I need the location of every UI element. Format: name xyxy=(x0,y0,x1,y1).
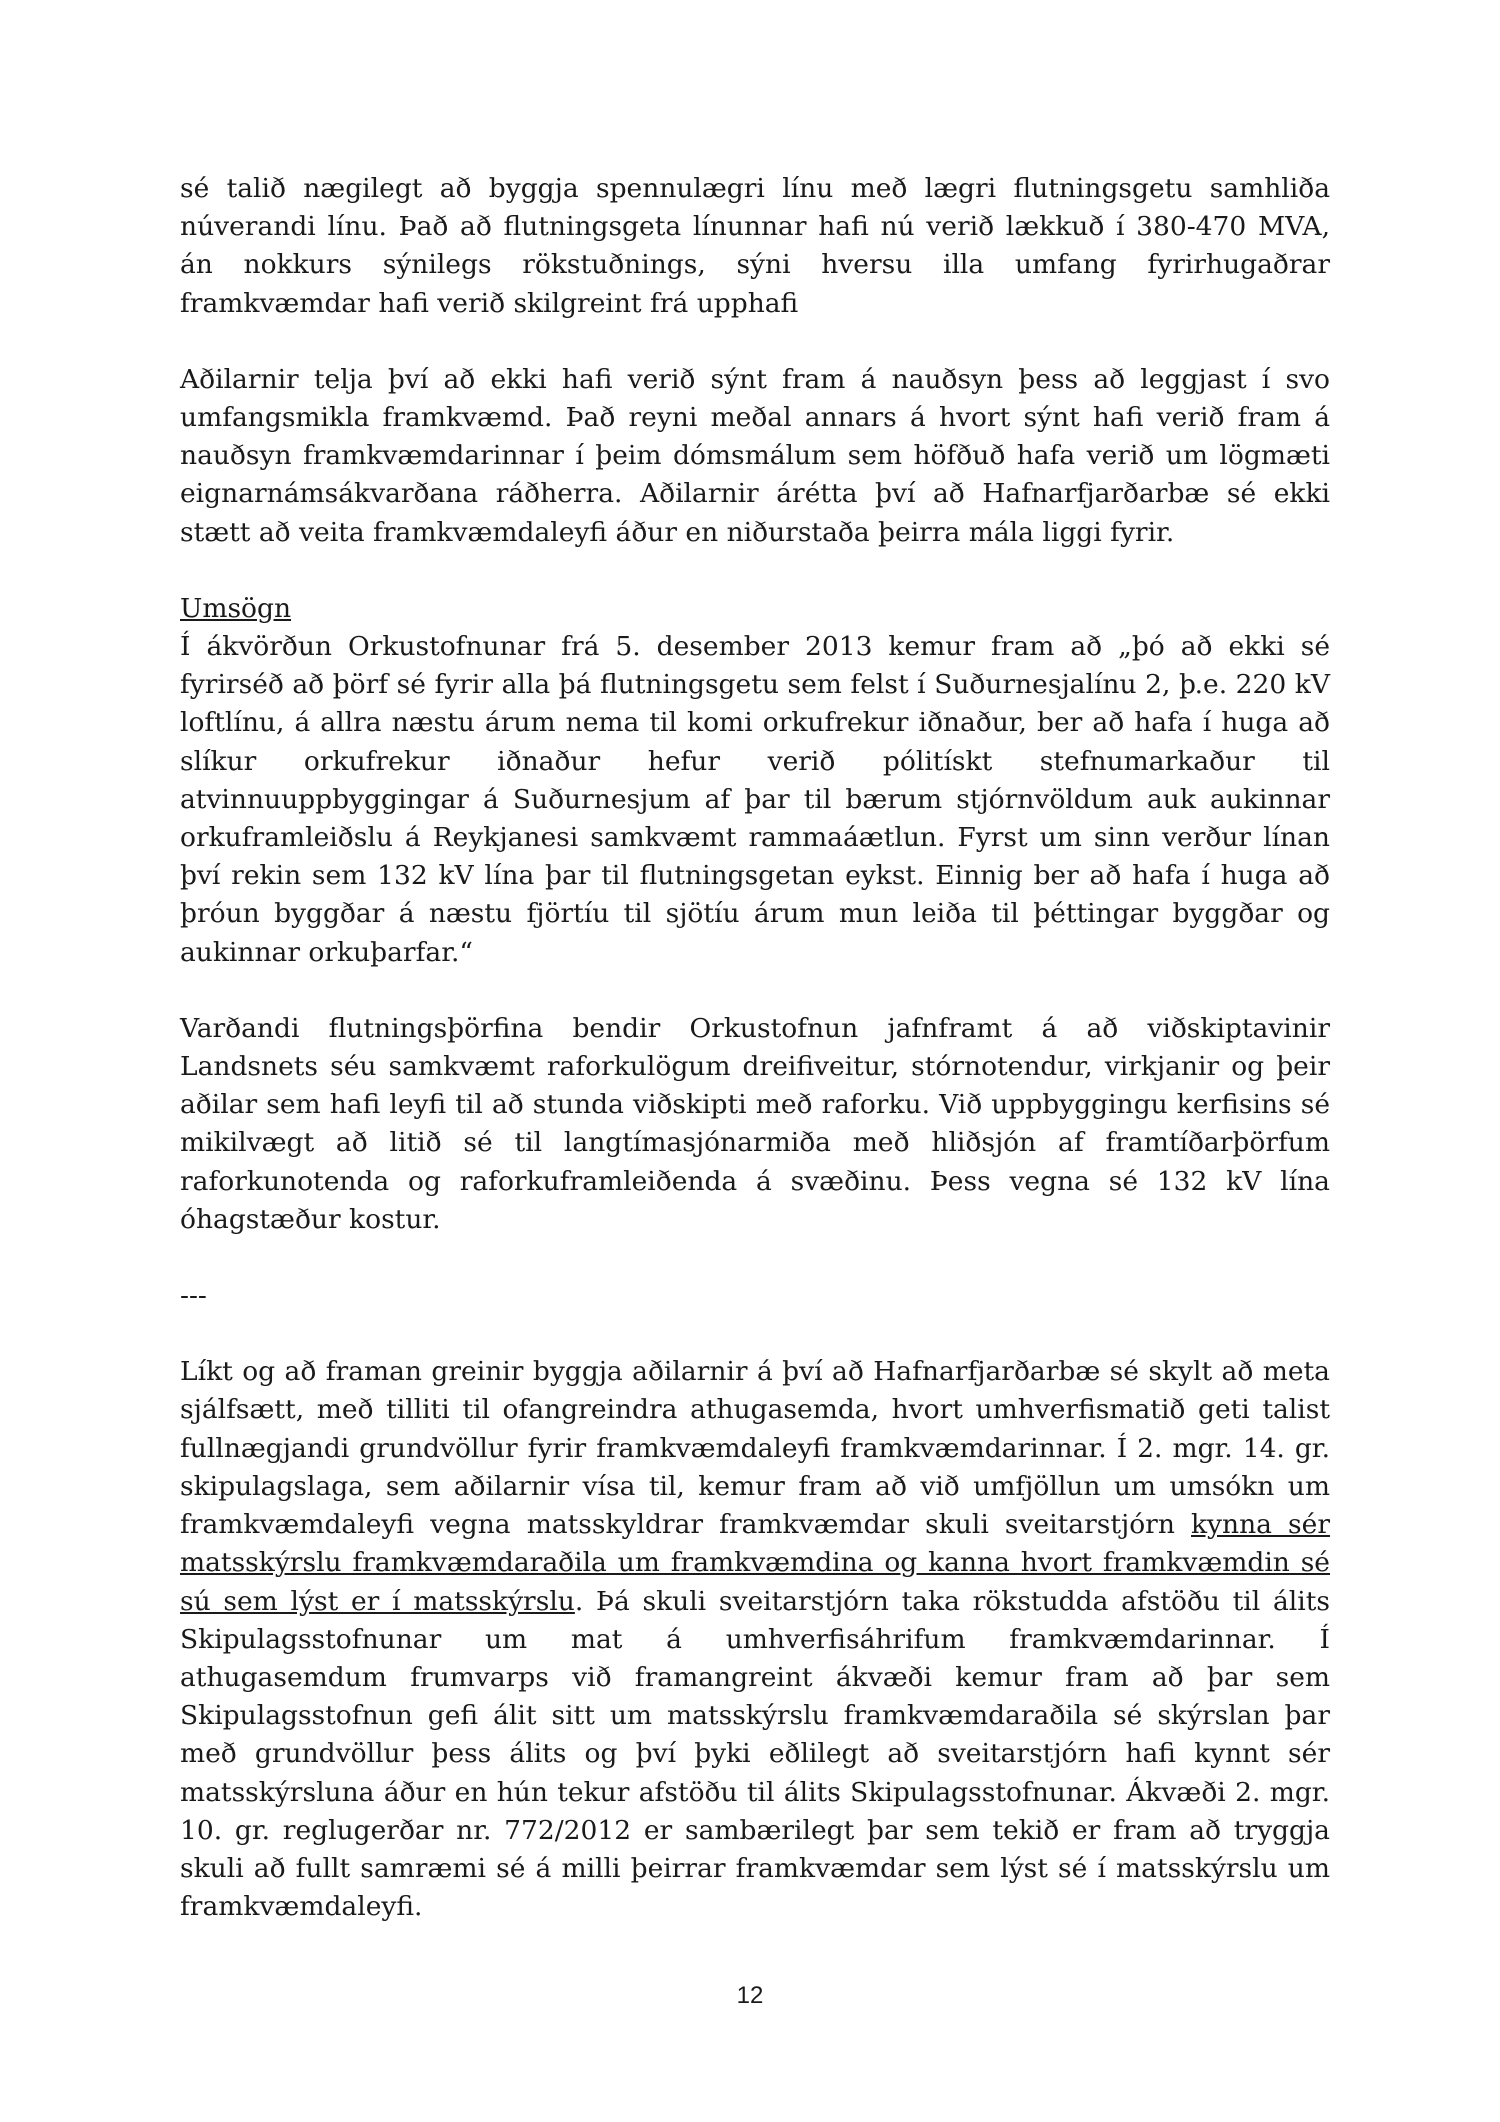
section-heading-text: Umsögn xyxy=(180,592,292,624)
paragraph-1: sé talið nægilegt að byggja spennulægri línu með lægri flutningsgetu samhliða núverandi línu. Það að flutningsgeta línunnar hafi nú verið lækkuð í 380-470 MVA, án nokkurs sýnilegs rökstuðnings, sýni hversu illa umfang fyrirhugaðrar framkvæmdar hafi verið skilgreint frá upphafi xyxy=(180,173,1330,319)
paragraph-4: Varðandi flutningsþörfina bendir Orkustofnun jafnframt á að viðskiptavinir Landsnets séu samkvæmt raforkulögum dreifiveitur, stórnotendur, virkjanir og þeir aðilar sem hafi leyfi til að stunda viðskipti með raforku. Við uppbyggingu kerfisins sé mikilvægt að litið sé til langtímasjónarmiða með hliðsjón af framtíðarþörfum raforkunotenda og raforkuframleiðenda á svæðinu. Þess vegna sé 132 kV lína óhagstæður kostur. xyxy=(180,1012,1330,1235)
paragraph-5-underlined-text: kynna sér matsskýrslu framkvæmdaraðila um framkvæmdina og kanna hvort framkvæmdin sé sú sem lýst er í matsskýrslu xyxy=(180,1509,1330,1617)
paragraph-5-text-after: . Þá skuli sveitarstjórn taka rökstudda afstöðu til álits Skipulagsstofnunar um mat á umhverfisáhrifum framkvæmdarinnar. Í athugasemdum frumvarps við framangreint ákvæði kemur fram að þar sem Skipulagsstofnun gefi álit sitt um matsskýrslu framkvæmdaraðila sé skýrslan þar með grundvöllur þess álits og því þyki eðlilegt að sveitarstjórn hafi kynnt sér matsskýrsluna áður en hún tekur afstöðu til álits Skipulagsstofnunar. Ákvæði 2. mgr. 10. gr. reglugerðar nr. 772/2012 er sambærilegt þar sem tekið er fram að tryggja skuli að fullt samræmi sé á milli þeirrar framkvæmdar sem lýst sé í matsskýrslu um framkvæmdaleyfi. xyxy=(180,1585,1330,1923)
paragraph-2: Aðilarnir telja því að ekki hafi verið sýnt fram á nauðsyn þess að leggjast í svo umfangsmikla framkvæmd. Það reyni meðal annars á hvort sýnt hafi verið fram á nauðsyn framkvæmdarinnar í þeim dómsmálum sem höfðuð hafa verið um lögmæti eignarnámsákvarðana ráðherra. Aðilarnir árétta því að Hafnarfjarðarbæ sé ekki stætt að veita framkvæmdaleyfi áður en niðurstaða þeirra mála liggi fyrir. xyxy=(180,363,1330,548)
section-separator: --- xyxy=(180,1280,207,1312)
paragraph-5 xyxy=(180,1353,1330,1926)
document-body xyxy=(180,170,1330,1926)
paragraph-3: Í ákvörðun Orkustofnunar frá 5. desember 2013 kemur fram að „þó að ekki sé fyrirséð að þörf sé fyrir alla þá flutningsgetu sem felst í Suðurnesjalínu 2, þ.e. 220 kV loftlínu, á allra næstu árum nema til komi orkufrekur iðnaður, ber að hafa í huga að slíkur orkufrekur iðnaður hefur verið pólitískt stefnumarkaður til atvinnuuppbyggingar á Suðurnesjum af þar til bærum stjórnvöldum auk aukinnar orkuframleiðslu á Reykjanesi samkvæmt rammaáætlun. Fyrst um sinn verður línan því rekin sem 132 kV lína þar til flutningsgetan eykst. Einnig ber að hafa í huga að þróun byggðar á næstu fjörtíu til sjötíu árum mun leiða til þéttingar byggðar og aukinnar orkuþarfar.“ xyxy=(180,631,1330,968)
section-heading-umsogn xyxy=(180,590,1330,628)
paragraph-5-text-before: Líkt og að framan greinir byggja aðilarnir á því að Hafnarfjarðarbæ sé skylt að meta sjálfsætt, með tilliti til ofangreindra athugasemda, hvort umhverfismatið geti talist fullnægjandi grundvöllur fyrir framkvæmdaleyfi framkvæmdarinnar. Í 2. mgr. 14. gr. skipulagslaga, sem aðilarnir vísa til, kemur fram að við umfjöllun um umsókn um framkvæmdaleyfi vegna matsskyldrar framkvæmdar skuli sveitarstjórn xyxy=(180,1356,1330,1541)
page-number: 12 xyxy=(736,1982,764,2009)
